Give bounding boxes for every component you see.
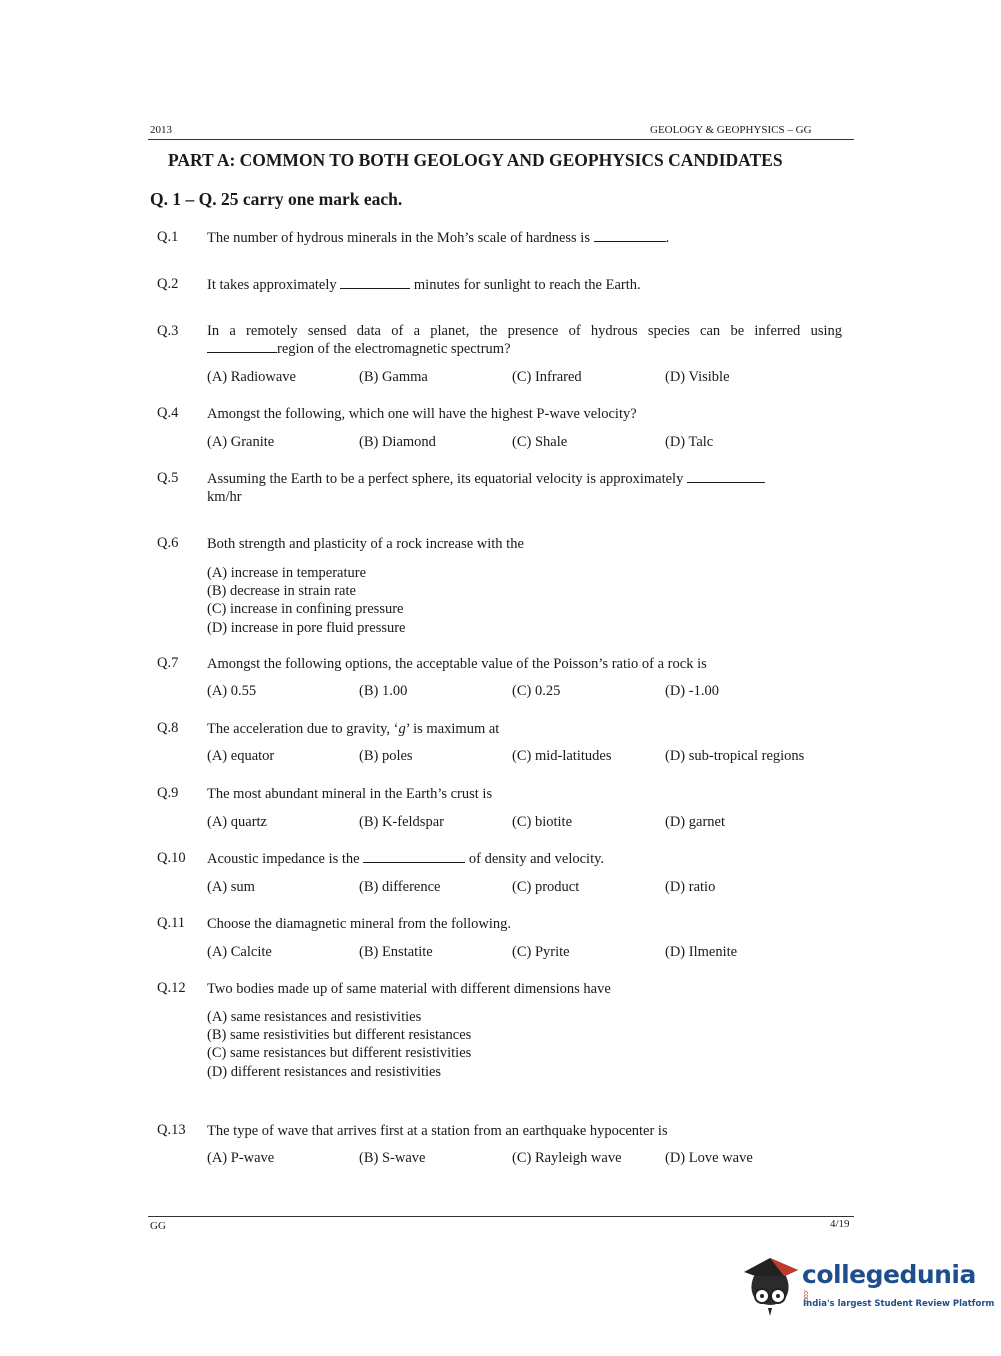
logo-tagline: India's largest Student Review Platform xyxy=(803,1299,995,1309)
option-c: (C) 0.25 xyxy=(512,683,561,699)
question-number: Q.7 xyxy=(157,655,179,671)
option-d: (D) ratio xyxy=(665,879,716,895)
option-a: (A) Granite xyxy=(207,434,275,450)
question-text-line2: region of the electromagnetic spectrum? xyxy=(207,340,511,358)
question-text-line1: Assuming the Earth to be a perfect sphere, its equatorial velocity is approximately xyxy=(207,470,765,488)
logo-wordmark: collegedunia.com xyxy=(802,1260,976,1305)
option-b: (B) difference xyxy=(359,879,441,895)
question-number: Q.5 xyxy=(157,470,179,486)
option-b: (B) same resistivities but different resistances xyxy=(207,1027,472,1044)
option-b: (B) poles xyxy=(359,748,413,764)
option-b: (B) K-feldspar xyxy=(359,814,444,830)
question-number: Q.9 xyxy=(157,785,179,801)
option-c: (C) product xyxy=(512,879,580,895)
question-number: Q.11 xyxy=(157,915,186,931)
option-list xyxy=(207,564,406,637)
option-a: (A) same resistances and resistivities xyxy=(207,1009,422,1025)
question-text: Both strength and plasticity of a rock increase with the xyxy=(207,536,524,552)
question-text: The most abundant mineral in the Earth’s crust is xyxy=(207,786,493,802)
section-title: Q. 1 – Q. 25 carry one mark each. xyxy=(150,189,403,209)
option-c: (C) increase in confining pressure xyxy=(207,601,404,618)
footer-rule xyxy=(148,1216,854,1217)
option-a: (A) Radiowave xyxy=(207,369,296,385)
option-b: (B) Diamond xyxy=(359,434,436,450)
collegedunia-logo xyxy=(740,1250,995,1320)
mascot-icon xyxy=(740,1250,802,1316)
option-d: (D) -1.00 xyxy=(665,683,719,699)
option-c: (C) Shale xyxy=(512,434,568,450)
answer-blank xyxy=(207,340,277,353)
option-a: (A) increase in temperature xyxy=(207,565,367,581)
question-text: The acceleration due to gravity, ‘g’ is maximum at xyxy=(207,721,500,737)
option-c: (C) Pyrite xyxy=(512,944,570,960)
question-text: Acoustic impedance is the of density and velocity. xyxy=(207,851,605,867)
option-d: (D) sub-tropical regions xyxy=(665,748,805,764)
option-b: (B) Gamma xyxy=(359,369,428,385)
question-text: Amongst the following options, the acceptable value of the Poisson’s ratio of a rock is xyxy=(207,656,707,672)
option-b: (B) S-wave xyxy=(359,1150,426,1166)
question-number: Q.10 xyxy=(157,850,186,866)
header-paper-title: GEOLOGY & GEOPHYSICS – GG xyxy=(650,124,812,136)
question-number: Q.3 xyxy=(157,323,179,339)
answer-blank xyxy=(594,229,666,242)
option-a: (A) equator xyxy=(207,748,275,764)
question-number: Q.13 xyxy=(157,1122,186,1138)
option-d: (D) Talc xyxy=(665,434,714,450)
answer-blank xyxy=(687,470,765,483)
question-text: The number of hydrous minerals in the Moh’s scale of hardness is . xyxy=(207,230,670,246)
part-title: PART A: COMMON TO BOTH GEOLOGY AND GEOPHYSICS CANDIDATES xyxy=(168,150,783,170)
option-a: (A) Calcite xyxy=(207,944,272,960)
option-c: (C) biotite xyxy=(512,814,573,830)
answer-blank xyxy=(363,850,465,863)
option-a: (A) P-wave xyxy=(207,1150,275,1166)
option-list xyxy=(207,1008,471,1081)
option-b: (B) Enstatite xyxy=(359,944,433,960)
option-c: (C) Infrared xyxy=(512,369,582,385)
answer-blank xyxy=(340,276,410,289)
question-text: The type of wave that arrives first at a station from an earthquake hypocenter is xyxy=(207,1123,668,1139)
header-year: 2013 xyxy=(150,124,172,136)
question-number: Q.8 xyxy=(157,720,179,736)
option-a: (A) quartz xyxy=(207,814,267,830)
question-number: Q.4 xyxy=(157,405,179,421)
option-d: (D) Ilmenite xyxy=(665,944,738,960)
question-number: Q.2 xyxy=(157,276,179,292)
question-text: It takes approximately minutes for sunlight to reach the Earth. xyxy=(207,277,641,293)
question-number: Q.1 xyxy=(157,229,179,245)
option-c: (C) same resistances but different resistivities xyxy=(207,1045,472,1062)
option-d: (D) Love wave xyxy=(665,1150,753,1166)
question-text: Amongst the following, which one will have the highest P-wave velocity? xyxy=(207,406,637,422)
option-d: (D) different resistances and resistivities xyxy=(207,1063,442,1080)
option-b: (B) decrease in strain rate xyxy=(207,583,356,600)
option-a: (A) sum xyxy=(207,879,255,895)
question-number: Q.12 xyxy=(157,980,186,996)
footer-page-number: 4/19 xyxy=(830,1218,850,1230)
option-d: (D) increase in pore fluid pressure xyxy=(207,619,406,636)
option-b: (B) 1.00 xyxy=(359,683,408,699)
option-d: (D) garnet xyxy=(665,814,725,830)
header-rule xyxy=(148,139,854,140)
question-text: Choose the diamagnetic mineral from the following. xyxy=(207,916,512,932)
question-text-line1: In a remotely sensed data of a planet, the presence of hydrous species can be inferred using xyxy=(207,323,842,339)
option-c: (C) mid-latitudes xyxy=(512,748,612,764)
option-d: (D) Visible xyxy=(665,369,730,385)
question-number: Q.6 xyxy=(157,535,179,551)
footer-code: GG xyxy=(150,1220,166,1232)
question-text: Two bodies made up of same material with different dimensions have xyxy=(207,981,611,997)
option-c: (C) Rayleigh wave xyxy=(512,1150,622,1166)
option-a: (A) 0.55 xyxy=(207,683,257,699)
question-text-line2: km/hr xyxy=(207,489,242,505)
